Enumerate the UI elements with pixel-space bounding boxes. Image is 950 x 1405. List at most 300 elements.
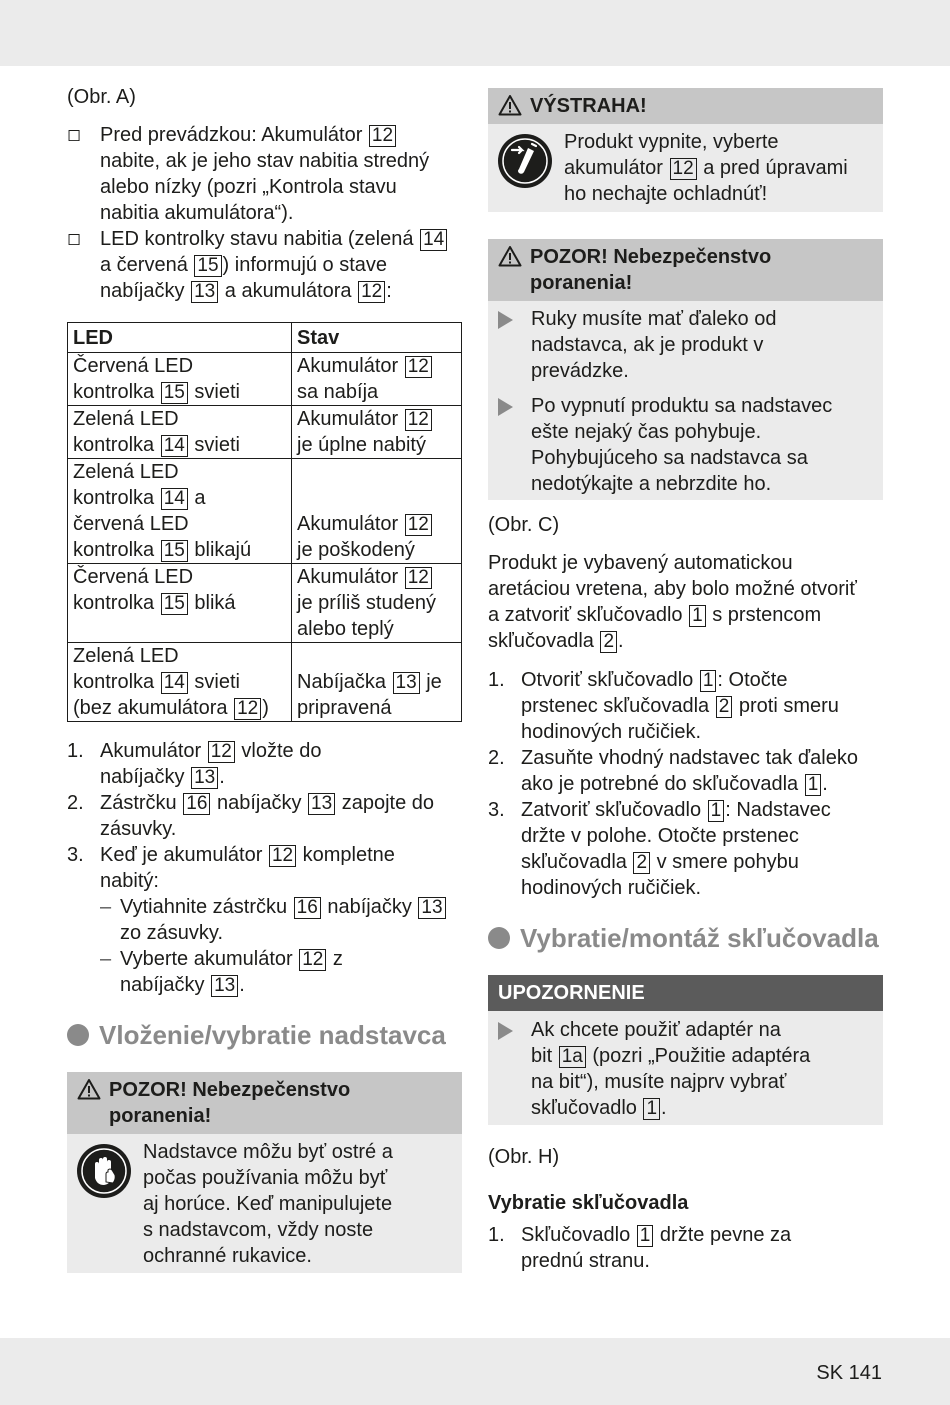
unplug-tool-icon (498, 134, 552, 188)
text-run: pripravená (297, 697, 392, 719)
text-run: nabitia akumulátora“). (100, 202, 294, 224)
text-run: Zasuňte vhodný nadstavec tak ďaleko (521, 747, 858, 769)
text-line (531, 1095, 873, 1121)
step-number: 3. (67, 844, 84, 866)
text-line (564, 129, 873, 155)
table-row (68, 459, 462, 564)
part-number-box: 13 (393, 672, 420, 694)
text-line (73, 537, 286, 563)
text-run: kontrolka (73, 671, 160, 693)
text-run: blikajú (188, 539, 252, 561)
caution-body (488, 301, 883, 500)
text-line (73, 564, 286, 590)
text-line (488, 550, 883, 576)
figure-reference-a: (Obr. A) (67, 86, 136, 108)
text-line (488, 628, 883, 654)
caution-item (498, 306, 873, 384)
text-run: Vytiahnite zástrčku (120, 896, 293, 918)
text-line (73, 643, 286, 669)
text-run: kontrolka (73, 434, 160, 456)
caution-heading-line: POZOR! Nebezpečenstvo (530, 246, 772, 268)
text-run: : Otočte (717, 669, 788, 691)
text-run: Červená LED (73, 355, 194, 377)
step-number: 1. (67, 740, 84, 762)
text-run: LED kontrolky stavu nabitia (zelená (100, 228, 420, 250)
table-body (68, 353, 462, 722)
text-run: bit (531, 1045, 558, 1067)
notice-heading: UPOZORNENIE (488, 975, 883, 1011)
text-run: vložte do (235, 740, 322, 762)
text-line (521, 693, 883, 719)
checkbox-square-icon: ◻ (67, 125, 82, 144)
text-line (531, 1017, 873, 1043)
step-item (488, 797, 883, 901)
text-run: alebo teplý (297, 618, 394, 640)
table-header-row (68, 323, 462, 353)
dash-marker: – (100, 948, 112, 970)
text-line (297, 590, 456, 616)
part-number-box: 13 (308, 793, 335, 815)
text-run: zapojte do (336, 792, 434, 814)
text-run: Keď je akumulátor (100, 844, 268, 866)
table-row (68, 564, 462, 643)
step-text (100, 842, 462, 894)
step-text (100, 738, 462, 790)
part-number-box: 1 (700, 670, 717, 692)
figure-reference-h: (Obr. H) (488, 1146, 560, 1168)
column-header-led: LED (68, 323, 292, 353)
text-run: Otvoriť skľučovadlo (521, 669, 699, 691)
state-cell (292, 564, 462, 643)
text-line (100, 738, 462, 764)
part-number-box: 15 (161, 540, 188, 562)
text-line (100, 122, 462, 148)
part-number-box: 12 (405, 514, 432, 536)
text-line (531, 1043, 873, 1069)
text-run: svieti (188, 671, 240, 693)
caution-text-line: počas používania môžu byť (143, 1167, 388, 1189)
text-line (120, 972, 462, 998)
text-run: skľučovadla (488, 630, 600, 652)
text-run: ako je potrebné do skľučovadla (521, 773, 804, 795)
caution-item (498, 393, 873, 497)
text-line (100, 200, 462, 226)
state-cell (292, 459, 462, 564)
part-number-box: 1 (708, 800, 725, 822)
state-cell (292, 406, 462, 459)
text-run: a akumulátora (219, 280, 358, 302)
text-line (521, 849, 883, 875)
step-item (67, 790, 462, 842)
part-number-box: 1 (805, 774, 822, 796)
text-run: kontrolka (73, 592, 160, 614)
text-run: je úplne nabitý (297, 434, 426, 456)
part-number-box: 14 (420, 229, 447, 251)
text-line (73, 590, 286, 616)
led-cell (68, 564, 292, 643)
part-number-box: 12 (234, 698, 261, 720)
text-run: je príliš studený (297, 592, 436, 614)
column-header-state: Stav (292, 323, 462, 353)
text-run: Produkt je vybavený automatickou (488, 552, 793, 574)
text-line (521, 1248, 883, 1274)
text-line (297, 406, 456, 432)
part-number-box: 12 (670, 158, 697, 180)
caution-text-line: Ruky musíte mať ďaleko od (531, 308, 777, 330)
text-run: a pred úpravami (697, 157, 848, 179)
caution-text-line: Pohybujúceho sa nadstavca sa (531, 447, 808, 469)
text-run: . (661, 1097, 667, 1119)
step-text (521, 1222, 883, 1274)
text-line (297, 616, 456, 642)
text-line (100, 816, 462, 842)
caution-heading (488, 239, 883, 301)
text-run: Nabíjačka (297, 671, 392, 693)
section-heading-insert-bit (67, 1020, 462, 1050)
text-run: : (386, 280, 392, 302)
text-run: nabite, ak je jeho stav nabitia stredný (100, 150, 430, 172)
text-run: . (618, 630, 624, 652)
caution-text-line: prevádzke. (531, 360, 629, 382)
text-line (521, 745, 883, 771)
text-run: držte v polohe. Otočte prstenec (521, 825, 799, 847)
text-run: kontrolka (73, 381, 160, 403)
led-cell (68, 643, 292, 722)
text-run: Zástrčku (100, 792, 183, 814)
text-line (297, 537, 456, 563)
part-number-box: 13 (418, 897, 445, 919)
part-number-box: 14 (161, 435, 188, 457)
caution-text-line: ochranné rukavice. (143, 1245, 312, 1267)
text-run: Akumulátor (100, 740, 207, 762)
text-run: je (420, 671, 442, 693)
precondition-list (67, 122, 462, 304)
text-line (521, 823, 883, 849)
right-column (488, 88, 883, 1274)
text-run: a červená (100, 254, 194, 276)
text-line (564, 181, 873, 207)
text-line (564, 155, 873, 181)
caution-box-moving-bit (488, 239, 883, 500)
text-line (100, 868, 462, 894)
text-run: ) (262, 697, 269, 719)
text-line (521, 667, 883, 693)
bullet-item (67, 226, 462, 304)
text-line (297, 379, 456, 405)
text-run: kontrolka (73, 487, 160, 509)
text-run: hodinových ručičiek. (521, 721, 702, 743)
charging-steps (67, 738, 462, 998)
step-number: 2. (67, 792, 84, 814)
caution-text-line: Nadstavce môžu byť ostré a (143, 1141, 393, 1163)
part-number-box: 2 (716, 696, 733, 718)
text-run: a (188, 487, 206, 509)
step-text (521, 797, 883, 901)
substep-text (120, 946, 462, 998)
text-run: Akumulátor (297, 513, 404, 535)
text-run: červená LED (73, 513, 189, 535)
bullet-item (67, 122, 462, 226)
text-line (297, 511, 456, 537)
warning-triangle-icon (498, 245, 522, 267)
text-run: zásuvky. (100, 818, 177, 840)
part-number-box: 14 (161, 488, 188, 510)
text-run: Zelená LED (73, 408, 179, 430)
text-line (521, 797, 883, 823)
section-heading-text: Vybratie/montáž skľučovadla (520, 923, 879, 953)
text-run: prstenec skľučovadla (521, 695, 715, 717)
table-row (68, 406, 462, 459)
bullet-dot-icon (67, 1024, 89, 1046)
step-item (488, 745, 883, 797)
text-run: skľučovadlo (531, 1097, 643, 1119)
text-line (100, 174, 462, 200)
substep-text (120, 894, 462, 946)
text-line (521, 1222, 883, 1248)
text-line (531, 1069, 873, 1095)
text-run: nabíjačky (120, 974, 211, 996)
part-number-box: 12 (299, 949, 326, 971)
step-text (521, 745, 883, 797)
text-run: je poškodený (297, 539, 415, 561)
section-heading-text: Vloženie/vybratie nadstavca (99, 1020, 446, 1050)
text-run: Ak chcete použiť adaptér na (531, 1019, 781, 1041)
text-line (120, 946, 462, 972)
text-run: nabitý: (100, 870, 159, 892)
text-run: Zelená LED (73, 645, 179, 667)
text-run: kontrolka (73, 539, 160, 561)
dash-marker: – (100, 896, 112, 918)
checkbox-square-icon: ◻ (67, 229, 82, 248)
text-line (297, 432, 456, 458)
warning-heading (488, 88, 883, 124)
bullet-text (100, 226, 462, 304)
text-line (521, 719, 883, 745)
warning-body (488, 124, 883, 212)
state-cell (292, 353, 462, 406)
text-line (73, 353, 286, 379)
text-run: nabíjačky (100, 766, 191, 788)
left-column (67, 84, 462, 1273)
caution-heading (67, 1072, 462, 1134)
part-number-box: 13 (191, 281, 218, 303)
text-run: Skľučovadlo (521, 1224, 636, 1246)
text-line (73, 695, 286, 721)
chuck-steps (488, 667, 883, 901)
text-line (73, 459, 286, 485)
text-run: Akumulátor (297, 566, 404, 588)
part-number-box: 16 (183, 793, 210, 815)
text-run: s prstencom (706, 604, 822, 626)
led-cell (68, 353, 292, 406)
step-number: 1. (488, 669, 505, 691)
part-number-box: 15 (194, 255, 221, 277)
text-run: nabíjačky (100, 280, 191, 302)
text-run: . (219, 766, 225, 788)
part-number-box: 1 (637, 1225, 654, 1247)
part-number-box: 12 (405, 356, 432, 378)
text-run: z (327, 948, 343, 970)
part-number-box: 15 (161, 382, 188, 404)
triangle-bullet-icon (498, 398, 513, 416)
text-line (297, 564, 456, 590)
text-line (73, 511, 286, 537)
warning-heading-text: VÝSTRAHA! (530, 95, 647, 117)
table-row (68, 643, 462, 722)
part-number-box: 2 (600, 631, 617, 653)
text-line (73, 485, 286, 511)
text-line (100, 790, 462, 816)
text-run: kompletne (297, 844, 395, 866)
warning-box (488, 88, 883, 212)
notice-box (488, 975, 883, 1125)
led-cell (68, 406, 292, 459)
text-run: akumulátor (564, 157, 669, 179)
caution-text-line: nadstavca, ak je produkt v (531, 334, 764, 356)
warning-text (564, 129, 873, 207)
text-run: . (822, 773, 828, 795)
triangle-bullet-icon (498, 311, 513, 329)
section-heading-chuck (488, 923, 883, 953)
text-line (488, 602, 883, 628)
text-line (488, 576, 883, 602)
page-number: SK 141 (816, 1362, 882, 1384)
caution-box-gloves (67, 1072, 462, 1273)
part-number-box: 12 (405, 409, 432, 431)
text-run: nabíjačky (211, 792, 307, 814)
state-cell (292, 643, 462, 722)
text-run: v smere pohybu (651, 851, 799, 873)
text-run: : Nadstavec (725, 799, 831, 821)
text-line (120, 920, 462, 946)
text-line (73, 379, 286, 405)
text-run: (pozri „Použitie adaptéra (586, 1045, 811, 1067)
step-text (100, 790, 462, 842)
text-line (100, 278, 462, 304)
substep-item (100, 894, 462, 946)
part-number-box: 16 (294, 897, 321, 919)
text-line (120, 894, 462, 920)
text-run: Zelená LED (73, 461, 179, 483)
text-line (100, 226, 462, 252)
text-line (100, 252, 462, 278)
step-item (488, 667, 883, 745)
caution-text-line: ešte nejaký čas pohybuje. (531, 421, 762, 443)
text-line (100, 842, 462, 868)
warning-triangle-icon (498, 94, 522, 116)
step-number: 3. (488, 799, 505, 821)
text-run: . (239, 974, 245, 996)
step-item (67, 738, 462, 790)
text-run: držte pevne za (654, 1224, 792, 1246)
caution-heading-line: POZOR! Nebezpečenstvo (109, 1079, 351, 1101)
text-run: hodinových ručičiek. (521, 877, 702, 899)
part-number-box: 1 (643, 1098, 660, 1120)
text-run: Akumulátor (297, 355, 404, 377)
caution-heading-line: poranenia! (109, 1105, 212, 1127)
text-run: prednú stranu. (521, 1250, 650, 1272)
text-line (521, 771, 883, 797)
notice-item (498, 1017, 873, 1121)
part-number-box: 1a (559, 1046, 586, 1068)
text-run: ) informujú o stave (222, 254, 388, 276)
caution-text-line: nedotýkajte a nebrzdite ho. (531, 473, 772, 495)
bullet-dot-icon (488, 927, 510, 949)
text-run: (bez akumulátora (73, 697, 234, 719)
caution-text-line: Po vypnutí produktu sa nadstavec (531, 395, 833, 417)
text-line (100, 764, 462, 790)
triangle-bullet-icon (498, 1022, 513, 1040)
warning-triangle-icon (77, 1078, 101, 1100)
notice-text (531, 1017, 873, 1121)
caution-text-line: aj horúce. Keď manipulujete (143, 1193, 393, 1215)
text-line (521, 875, 883, 901)
part-number-box: 2 (633, 852, 650, 874)
bullet-text (100, 122, 462, 226)
part-number-box: 12 (269, 845, 296, 867)
text-run: Zatvoriť skľučovadlo (521, 799, 707, 821)
text-run: Produkt vypnite, vyberte (564, 131, 779, 153)
text-line (297, 669, 456, 695)
header-band (0, 0, 950, 66)
text-run: Pred prevádzkou: Akumulátor (100, 124, 368, 146)
part-number-box: 13 (191, 767, 218, 789)
step-item (488, 1222, 883, 1274)
text-line (73, 406, 286, 432)
figure-reference-c: (Obr. C) (488, 514, 560, 536)
part-number-box: 15 (161, 593, 188, 615)
text-run: alebo nízky (pozri „Kontrola stavu (100, 176, 397, 198)
step-item (67, 842, 462, 998)
text-run: bliká (188, 592, 236, 614)
step-number: 2. (488, 747, 505, 769)
led-status-table (67, 322, 462, 722)
notice-body (488, 1011, 883, 1125)
text-run: Akumulátor (297, 408, 404, 430)
text-run: aretáciou vretena, aby bolo možné otvoriť (488, 578, 857, 600)
text-run: Červená LED (73, 566, 194, 588)
caution-body (67, 1134, 462, 1273)
footer-band (0, 1338, 950, 1405)
part-number-box: 14 (161, 672, 188, 694)
step-number: 1. (488, 1224, 505, 1246)
text-run: Vyberte akumulátor (120, 948, 299, 970)
step-text (521, 667, 883, 745)
part-number-box: 12 (405, 567, 432, 589)
text-run: a zatvoriť skľučovadlo (488, 604, 689, 626)
text-run: nabíjačky (321, 896, 418, 918)
caution-heading-line: poranenia! (530, 272, 633, 294)
substep-item (100, 946, 462, 998)
text-run: svieti (188, 381, 240, 403)
led-cell (68, 459, 292, 564)
text-run: na bit“), musíte najprv vybrať (531, 1071, 787, 1093)
table-row (68, 353, 462, 406)
text-line (73, 669, 286, 695)
text-run: ho nechajte ochladnúť! (564, 183, 768, 205)
part-number-box: 13 (211, 975, 238, 997)
text-run: svieti (188, 434, 240, 456)
text-line (297, 353, 456, 379)
text-run: sa nabíja (297, 381, 379, 403)
part-number-box: 1 (689, 605, 706, 627)
text-run: zo zásuvky. (120, 922, 223, 944)
caution-text-line: s nadstavcom, vždy noste (143, 1219, 374, 1241)
chuck-intro-text (488, 550, 883, 654)
text-run: proti smeru (733, 695, 839, 717)
protective-gloves-icon (77, 1144, 131, 1198)
text-run: skľučovadla (521, 851, 633, 873)
